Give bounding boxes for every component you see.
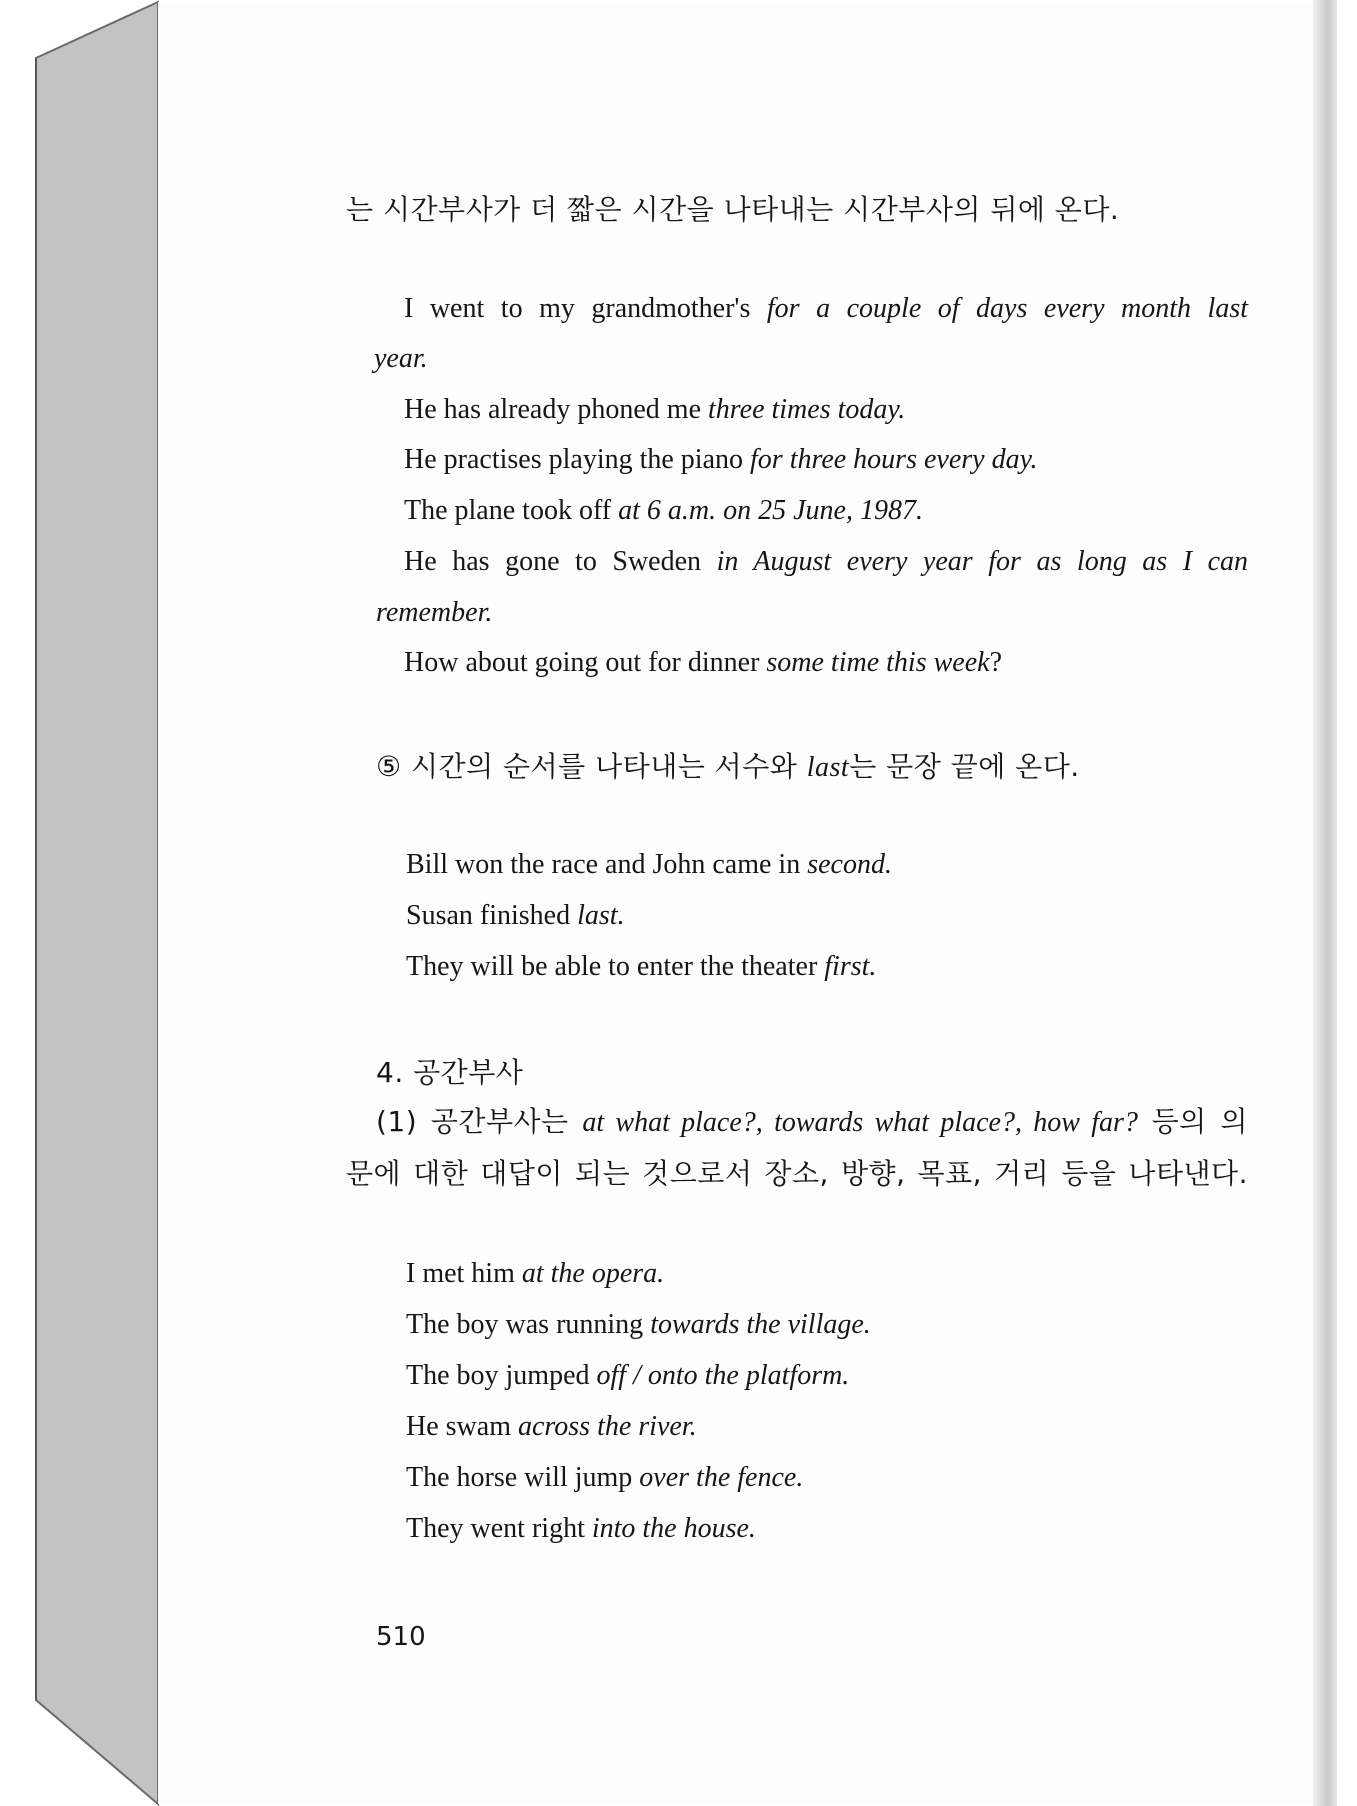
- example-line: The boy jumped off / onto the platform.: [406, 1360, 850, 1391]
- example-line: The boy was running towards the village.: [406, 1309, 871, 1340]
- example-line: I went to my grandmother's for a couple of days every month last: [404, 293, 1248, 324]
- paragraph-line: 문에 대한 대답이 되는 것으로서 장소, 방향, 목표, 거리 등을 나타낸다.: [346, 1157, 1248, 1190]
- example-line: The plane took off at 6 a.m. on 25 June, 1987.: [404, 495, 923, 526]
- rule-heading: ⑤ 시간의 순서를 나타내는 서수와 last는 문장 끝에 온다.: [376, 750, 1080, 783]
- example-line-cont: remember.: [376, 597, 493, 628]
- continuation-line: 는 시간부사가 더 짧은 시간을 나타내는 시간부사의 뒤에 온다.: [346, 193, 1120, 226]
- example-line: He has already phoned me three times today.: [404, 394, 906, 425]
- section-heading: 4. 공간부사: [376, 1056, 524, 1089]
- example-line: They will be able to enter the theater first.: [406, 951, 877, 982]
- page-number: 510: [376, 1622, 426, 1652]
- example-line: The horse will jump over the fence.: [406, 1462, 804, 1493]
- paragraph-line: (1) 공간부사는 at what place?, towards what place?, how far? 등의 의: [376, 1105, 1248, 1138]
- page-edge-shadow: [1313, 0, 1337, 1806]
- example-line: I met him at the opera.: [406, 1258, 665, 1289]
- example-line: Susan finished last.: [406, 900, 625, 931]
- example-line: Bill won the race and John came in second.: [406, 849, 892, 880]
- example-line: He practises playing the piano for three hours every day.: [404, 444, 1038, 475]
- example-line: How about going out for dinner some time this week?: [404, 647, 1002, 678]
- example-line: They went right into the house.: [406, 1513, 756, 1544]
- example-line-cont: year.: [374, 343, 428, 374]
- example-line: He swam across the river.: [406, 1411, 697, 1442]
- example-line: He has gone to Sweden in August every year for as long as I can: [404, 546, 1249, 577]
